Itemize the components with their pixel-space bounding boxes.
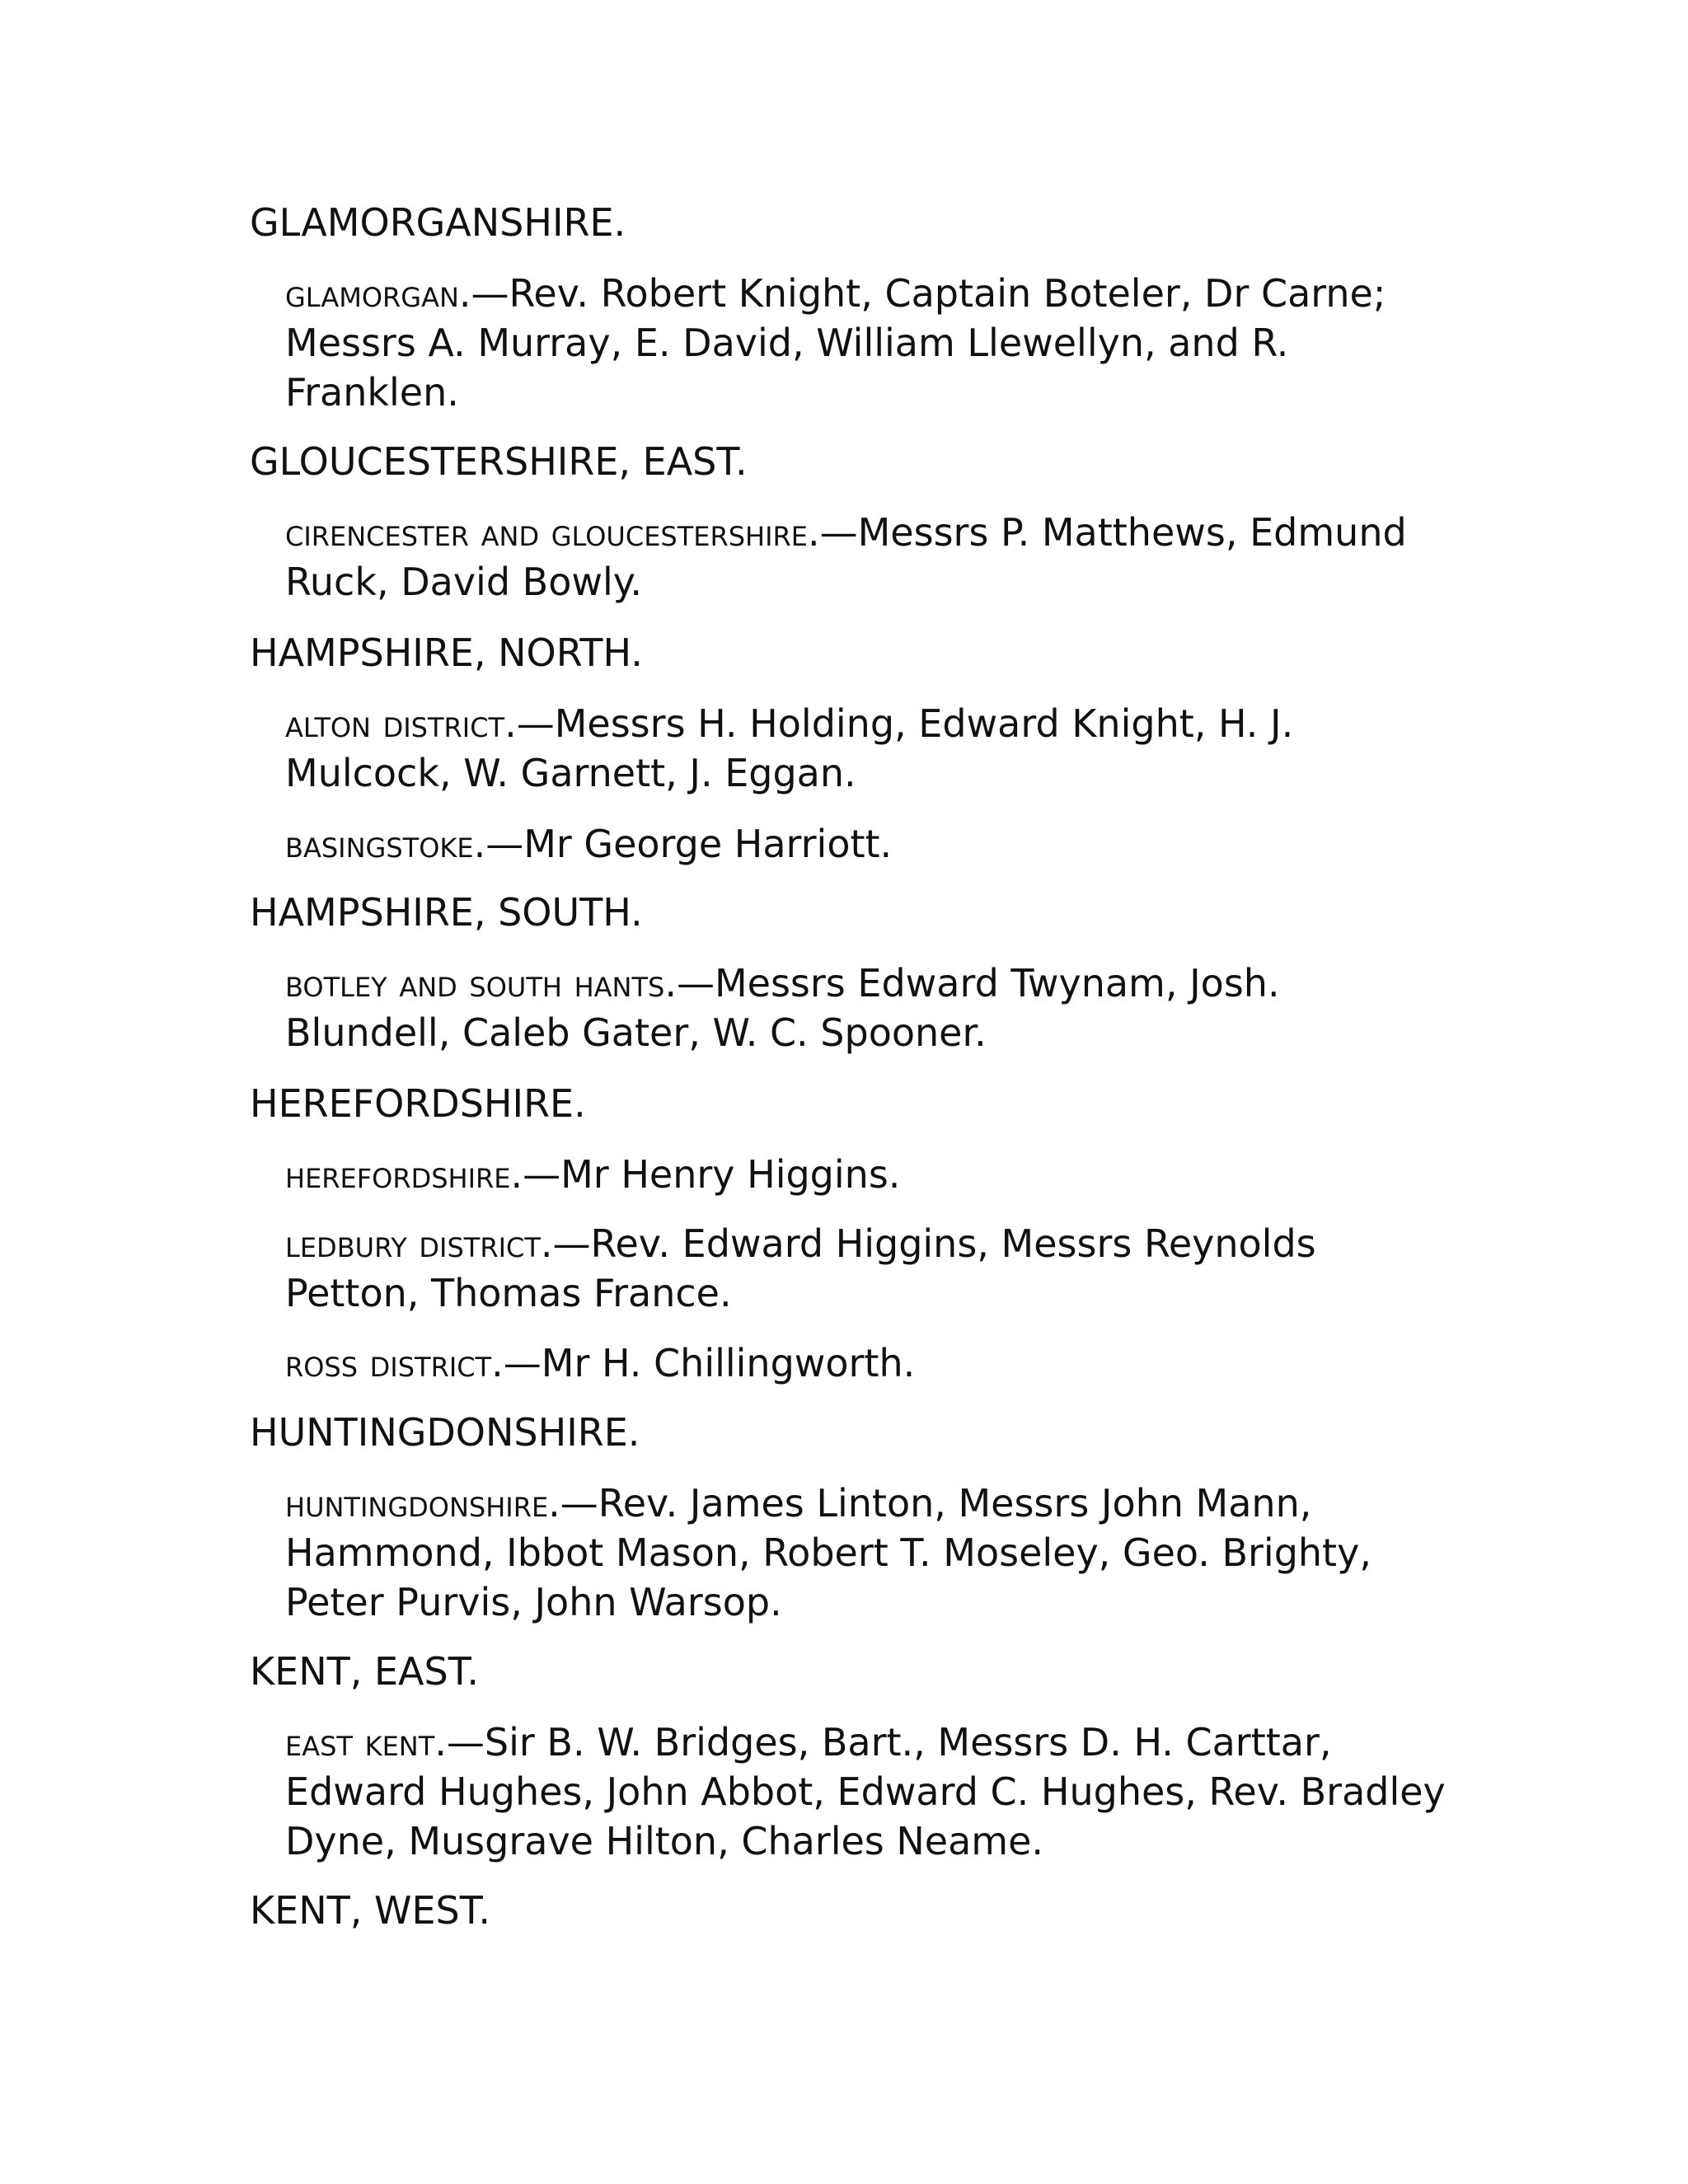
district-entry-glamorgan [285,269,1456,417]
district-members: .—Rev. Edward Higgins, Messrs Reynolds Petton, Thomas France. [285,1221,1316,1315]
district-entry-botley [285,958,1456,1057]
district-entry-alton [285,699,1456,798]
district-members: .—Sir B. W. Bridges, Bart., Messrs D. H. Carttar, Edward Hughes, John Abbot, Edward C. Hughes, Rev. Bradley Dyne, Musgrave Hilton, Charles Neame. [285,1720,1446,1863]
district-entry-huntingdonshire [285,1479,1456,1627]
district-entry-east-kent [285,1718,1456,1866]
district-members: .—Messrs H. Holding, Edward Knight, H. J. Mulcock, W. Garnett, J. Eggan. [285,701,1294,795]
district-name: basingstoke [285,822,474,866]
district-name: glamorgan [285,271,459,316]
district-members: .—Mr Henry Higgins. [510,1152,901,1197]
district-entry-cirencester [285,508,1456,607]
district-name: east kent [285,1720,435,1765]
district-entry-ross [285,1338,1456,1388]
county-heading-hampshire-south: HAMPSHIRE, SOUTH. [250,890,643,935]
district-members: .—Mr George Harriott. [473,822,893,866]
county-heading-glamorganshire: GLAMORGANSHIRE. [250,200,626,245]
district-members: .—Mr H. Chillingworth. [491,1341,916,1385]
district-members: .—Rev. James Linton, Messrs John Mann, Hammond, Ibbot Mason, Robert T. Moseley, Geo. Brighty, Peter Purvis, John Warsop. [285,1481,1372,1624]
district-name: alton district [285,701,505,746]
county-heading-herefordshire: HEREFORDSHIRE. [250,1081,586,1126]
district-entry-ledbury [285,1219,1456,1318]
district-members: .—Messrs P. Matthews, Edmund Ruck, David Bowly. [285,510,1407,604]
county-heading-huntingdonshire: HUNTINGDONSHIRE. [250,1410,640,1455]
district-members: .—Messrs Edward Twynam, Josh. Blundell, Caleb Gater, W. C. Spooner. [285,961,1280,1055]
county-heading-hampshire-north: HAMPSHIRE, NORTH. [250,630,643,675]
district-entry-herefordshire [285,1150,1456,1199]
district-name: botley and south hants [285,961,665,1005]
district-members: .—Rev. Robert Knight, Captain Boteler, Dr Carne; Messrs A. Murray, E. David, William Llewellyn, and R. Franklen. [285,271,1386,415]
district-name: ledbury district [285,1221,541,1266]
district-entry-basingstoke [285,819,1456,869]
county-heading-gloucestershire-east: GLOUCESTERSHIRE, EAST. [250,439,748,484]
district-name: huntingdonshire [285,1481,549,1526]
county-heading-kent-west: KENT, WEST. [250,1888,490,1933]
county-heading-kent-east: KENT, EAST. [250,1649,479,1694]
district-name: herefordshire [285,1152,511,1197]
district-name: cirencester and gloucestershire [285,510,808,555]
district-name: ross district [285,1341,492,1385]
